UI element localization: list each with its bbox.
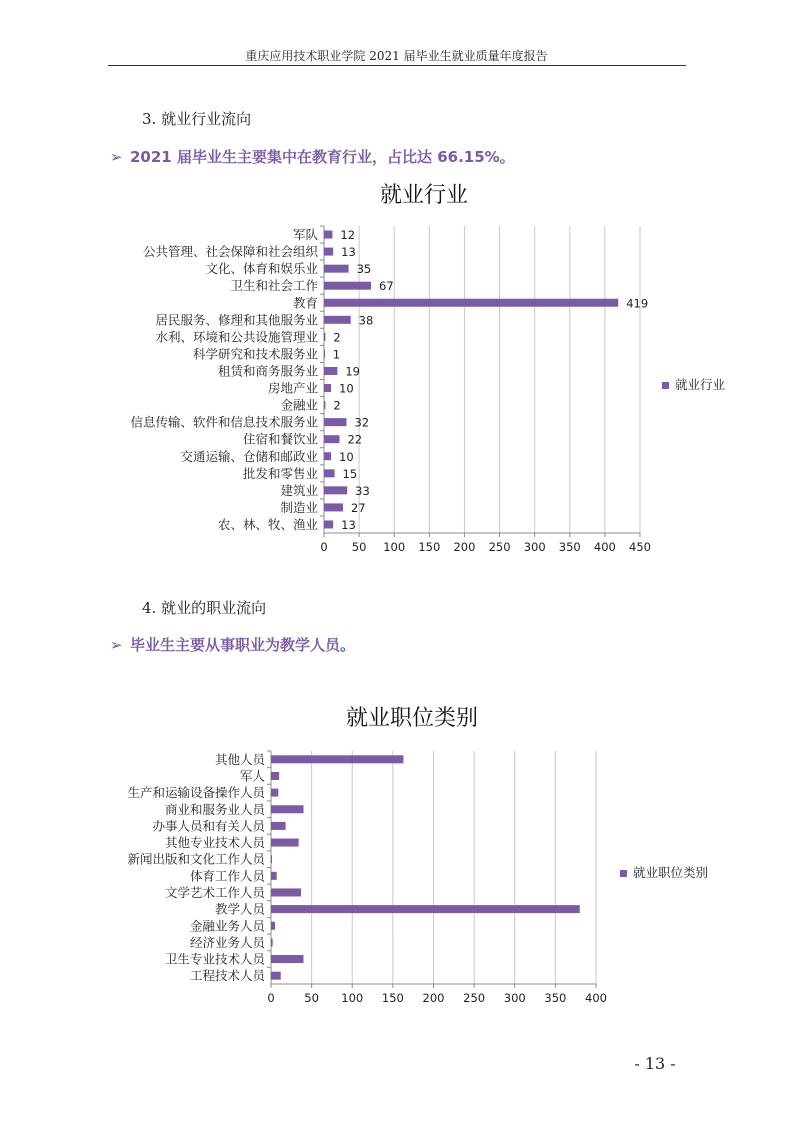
occupation-bar [271,855,272,863]
industry-category-label: 公共管理、社会保障和社会组织 [142,244,318,260]
industry-bar [324,503,343,511]
industry-x-tick-label: 400 [593,540,616,554]
industry-data-label: 1 [332,347,341,362]
industry-data-label: 27 [350,500,366,515]
industry-category-label: 住宿和餐饮业 [242,431,318,447]
section-4-title: 4. 就业的职业流向 [142,599,267,617]
occupation-x-tick-label: 300 [503,991,526,1005]
industry-category-label: 水利、环境和公共设施管理业 [155,329,318,345]
industry-data-label: 33 [355,483,370,498]
industry-category-label: 信息传输、软件和信息技术服务业 [130,414,318,430]
industry-data-label: 13 [341,245,356,260]
occupation-x-tick-label: 350 [544,991,567,1005]
page-header-title: 重庆应用技术职业学院 2021 届毕业生就业质量年度报告 [245,49,548,63]
industry-data-label: 2 [333,398,341,413]
occupation-category-label: 金融业务人员 [189,918,265,934]
industry-title: 就业行业 [379,183,469,208]
section-3-title: 3. 就业行业流向 [142,110,252,128]
arrow-right-icon: ➢ [110,636,123,654]
occupation-category-label: 卫生专业技术人员 [164,951,265,967]
industry-bar [324,452,331,460]
industry-category-label: 制造业 [280,499,318,515]
industry-bar [324,435,339,443]
occupation-category-label: 军人 [239,768,265,784]
industry-x-tick-label: 300 [523,540,546,554]
occupation-bar [271,755,403,763]
industry-x-tick-label: 150 [418,540,441,554]
occupation-category-label: 体育工作人员 [189,868,265,884]
occupation-bar [271,938,273,946]
occupation-category-label: 文学艺术工作人员 [164,884,265,900]
occupation-x-tick-label: 250 [463,991,486,1005]
occupation-category-label: 其他专业技术人员 [164,835,265,851]
occupation-x-tick-label: 400 [585,991,607,1005]
industry-x-tick-label: 0 [320,540,328,554]
occupation-category-label: 商业和服务业人员 [164,801,265,817]
section-3-highlight [110,146,515,167]
section-4-highlight-text: 毕业生主要从事职业为教学人员 [130,636,341,654]
industry-bar [324,248,333,256]
occupation-bar [271,822,286,830]
occupation-category-label: 生产和运输设备操作人员 [127,785,265,801]
occupation-category-label: 教学人员 [214,901,265,917]
industry-x-tick-label: 100 [383,540,406,554]
industry-bar [324,520,333,528]
occupation-bar [271,839,299,847]
industry-data-label: 19 [345,364,360,379]
industry-bar [324,282,371,290]
occupation-chart [0,695,793,1020]
occupation-bar [271,955,304,963]
industry-bar [324,401,325,409]
industry-category-label: 教育 [292,295,318,311]
industry-data-label: 22 [347,432,363,447]
industry-data-label: 419 [626,296,649,311]
industry-category-label: 金融业 [280,397,318,413]
industry-bar [324,367,337,375]
industry-category-label: 居民服务、修理和其他服务业 [155,312,318,328]
page-number: - 13 - [634,1054,676,1073]
industry-legend-swatch [662,382,669,389]
industry-bar [324,299,618,307]
occupation-category-label: 其他人员 [214,751,265,767]
industry-bar [324,316,351,324]
industry-category-label: 科学研究和技术服务业 [192,346,318,362]
industry-data-label: 10 [339,449,354,464]
industry-category-label: 文化、体育和娱乐业 [205,261,318,277]
occupation-title: 就业职位类别 [345,706,479,731]
section-3-highlight-text: 2021 届毕业生主要集中在教育行业，占比达 66.15%。 [130,148,515,166]
arrow-right-icon: ➢ [110,148,123,166]
industry-category-label: 建筑业 [280,482,318,498]
industry-x-tick-label: 350 [558,540,581,554]
industry-bar [324,486,347,494]
industry-category-label: 农、林、牧、渔业 [217,516,318,532]
industry-bar [324,384,331,392]
industry-x-tick-label: 250 [488,540,511,554]
occupation-bar [271,972,281,980]
occupation-bar [271,872,277,880]
industry-chart [0,175,793,570]
section-4-highlight [110,634,355,655]
industry-data-label: 12 [340,228,356,243]
occupation-category-label: 新闻出版和文化工作人员 [127,851,265,867]
industry-data-label: 10 [339,381,354,396]
occupation-x-tick-label: 50 [304,991,319,1005]
industry-bar [324,265,349,273]
occupation-x-tick-label: 100 [341,991,364,1005]
industry-category-label: 租赁和商务服务业 [217,363,318,379]
industry-data-label: 13 [341,517,356,532]
industry-data-label: 2 [333,330,341,345]
industry-x-tick-label: 450 [629,540,651,554]
industry-data-label: 67 [379,279,394,294]
industry-category-label: 交通运输、仓储和邮政业 [180,448,318,464]
industry-bar [324,418,346,426]
occupation-category-label: 办事人员和有关人员 [152,818,265,834]
industry-bar [324,469,335,477]
occupation-category-label: 工程技术人员 [189,968,265,984]
header-divider [108,65,686,66]
occupation-bar [271,805,304,813]
occupation-bar [271,888,301,896]
industry-x-tick-label: 200 [453,540,476,554]
industry-category-label: 批发和零售业 [242,465,318,481]
occupation-x-tick-label: 150 [381,991,404,1005]
occupation-legend-swatch [620,870,627,877]
occupation-category-label: 经济业务人员 [189,934,265,950]
occupation-bar [271,772,279,780]
section-4-highlight-period: 。 [340,636,356,654]
industry-bar [324,350,325,358]
industry-legend-label: 就业行业 [675,377,726,392]
occupation-x-tick-label: 0 [267,991,275,1005]
industry-category-label: 卫生和社会工作 [230,278,318,294]
industry-category-label: 军队 [292,227,318,243]
occupation-bar [271,922,275,930]
occupation-x-tick-label: 200 [422,991,445,1005]
occupation-legend-label: 就业职位类别 [633,865,709,880]
occupation-bar [271,789,278,797]
occupation-bar [271,905,580,913]
industry-x-tick-label: 50 [351,540,367,554]
industry-data-label: 32 [354,415,370,430]
industry-data-label: 15 [342,466,358,481]
industry-data-label: 35 [356,262,372,277]
industry-category-label: 房地产业 [267,380,318,396]
industry-bar [324,333,325,341]
industry-bar [324,231,332,239]
industry-data-label: 38 [358,313,374,328]
